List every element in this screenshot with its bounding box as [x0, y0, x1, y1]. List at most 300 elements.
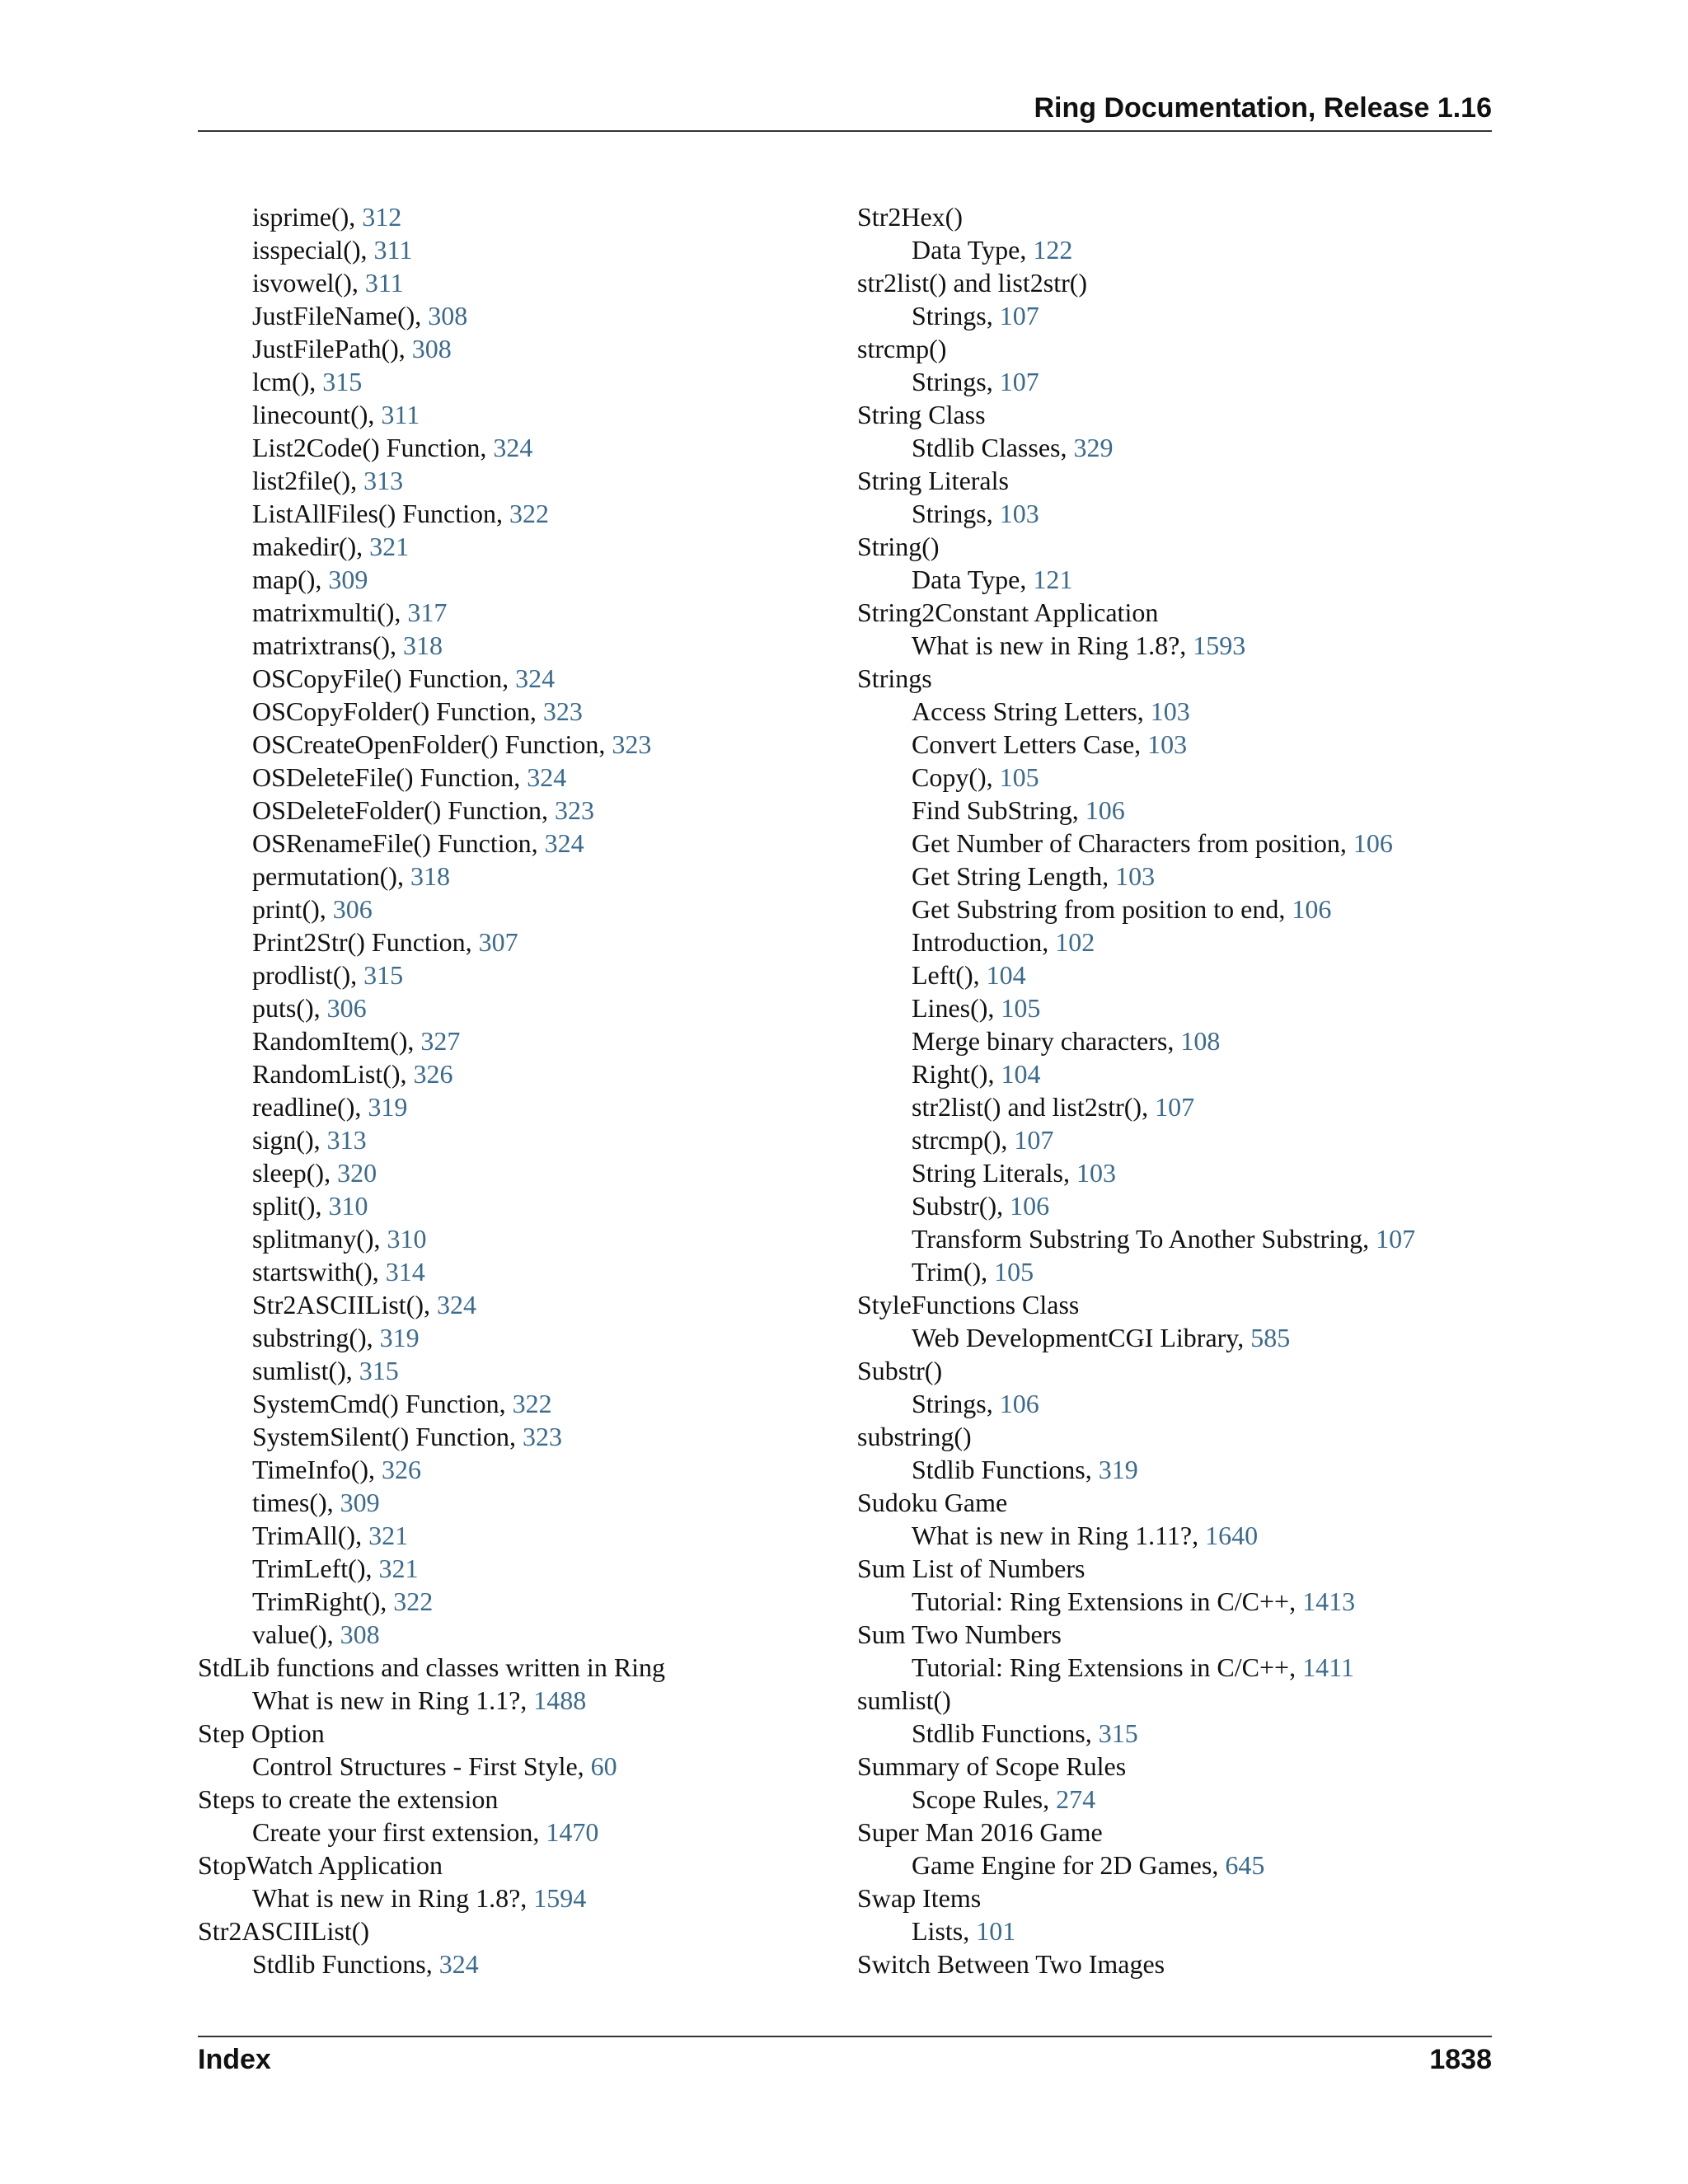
index-term: isspecial(), [252, 235, 374, 265]
page-link[interactable]: 105 [999, 762, 1039, 792]
page-link[interactable]: 1488 [533, 1685, 587, 1715]
index-entry [857, 1288, 1500, 1321]
index-entry [857, 1816, 1500, 1849]
index-subentry [198, 332, 841, 365]
page-link[interactable]: 327 [420, 1026, 461, 1056]
index-term: String() [857, 532, 940, 561]
page-link[interactable]: 318 [403, 630, 443, 660]
index-subentry [857, 1222, 1500, 1255]
index-term: OSDeleteFile() Function, [252, 762, 528, 792]
page-link[interactable]: 108 [1180, 1026, 1221, 1056]
index-term: Strings, [912, 499, 1000, 528]
index-subentry [198, 299, 841, 332]
index-term: sumlist(), [252, 1356, 359, 1385]
index-term: str2list() and list2str() [857, 268, 1088, 298]
index-subentry [198, 365, 841, 398]
page-link[interactable]: 107 [1155, 1092, 1195, 1122]
page-link[interactable]: 274 [1056, 1784, 1096, 1814]
index-subentry [198, 1123, 841, 1156]
index-term: Data Type, [912, 565, 1034, 594]
index-term: Game Engine for 2D Games, [912, 1850, 1226, 1880]
page-link[interactable]: 311 [381, 400, 420, 429]
index-term: Stdlib Functions, [912, 1718, 1099, 1748]
index-term: Substr(), [912, 1191, 1010, 1221]
index-subentry [857, 497, 1500, 530]
page-link[interactable]: 106 [1010, 1191, 1050, 1221]
page-link[interactable]: 323 [555, 795, 595, 825]
index-entry [198, 1849, 841, 1882]
index-term: Str2ASCIIList(), [252, 1290, 437, 1319]
index-subentry [198, 1057, 841, 1090]
index-term: strcmp(), [912, 1125, 1015, 1155]
index-entry [857, 1420, 1500, 1453]
index-subentry [198, 596, 841, 629]
index-term: StyleFunctions Class [857, 1290, 1080, 1319]
index-term: StdLib functions and classes written in Ring [198, 1652, 666, 1682]
page-link[interactable]: 106 [1085, 795, 1125, 825]
page-link[interactable]: 315 [1098, 1718, 1138, 1748]
index-term: RandomItem(), [252, 1026, 421, 1056]
index-term: linecount(), [252, 400, 382, 429]
index-entry [857, 1750, 1500, 1783]
index-entry [857, 1354, 1500, 1387]
index-subentry [198, 827, 841, 860]
index-term: Substr() [857, 1356, 943, 1385]
index-subentry [198, 530, 841, 563]
index-subentry [857, 1057, 1500, 1090]
index-subentry [857, 958, 1500, 991]
page-link[interactable]: 103 [1115, 861, 1156, 891]
page-link[interactable]: 326 [382, 1455, 422, 1484]
index-subentry [198, 1684, 841, 1717]
page-link[interactable]: 1640 [1205, 1521, 1259, 1550]
index-subentry [857, 1255, 1500, 1288]
index-subentry [198, 1947, 841, 1980]
page-link[interactable]: 326 [413, 1059, 453, 1089]
index-term: Print2Str() Function, [252, 927, 479, 957]
page-link[interactable]: 324 [527, 762, 567, 792]
index-term: Step Option [198, 1718, 325, 1748]
index-subentry [198, 1024, 841, 1057]
page-link[interactable]: 60 [590, 1751, 617, 1781]
page-link[interactable]: 1470 [546, 1817, 599, 1847]
footer-page-number: 1838 [1429, 2044, 1492, 2075]
page-link[interactable]: 321 [369, 532, 410, 561]
index-subentry [198, 200, 841, 233]
page-link[interactable]: 324 [437, 1290, 476, 1319]
page-link[interactable]: 306 [332, 894, 373, 924]
index-entry [857, 530, 1500, 563]
index-term: isprime(), [252, 202, 363, 232]
index-term: SystemCmd() Function, [252, 1389, 513, 1418]
index-subentry [857, 761, 1500, 794]
index-subentry [857, 233, 1500, 266]
index-subentry [857, 794, 1500, 827]
index-subentry [198, 1255, 841, 1288]
index-term: String Literals [857, 466, 1009, 495]
page-link[interactable]: 315 [322, 367, 363, 396]
page-link[interactable]: 122 [1033, 235, 1073, 265]
index-term: Web DevelopmentCGI Library, [912, 1323, 1251, 1352]
index-subentry [198, 1453, 841, 1486]
index-subentry [198, 1090, 841, 1123]
index-term: TrimAll(), [252, 1521, 369, 1550]
index-term: Data Type, [912, 235, 1034, 265]
page-link[interactable]: 103 [1150, 696, 1190, 726]
index-subentry [857, 728, 1500, 761]
page-link[interactable]: 103 [999, 499, 1039, 528]
page-link[interactable]: 319 [1098, 1455, 1138, 1484]
index-term: JustFilePath(), [252, 334, 412, 363]
index-term: List2Code() Function, [252, 433, 494, 462]
footer-divider [198, 2036, 1492, 2037]
index-term: sumlist() [857, 1685, 951, 1715]
index-term: Str2Hex() [857, 202, 963, 232]
index-term: OSCreateOpenFolder() Function, [252, 729, 612, 759]
index-term: Convert Letters Case, [912, 729, 1148, 759]
index-entry [198, 1717, 841, 1750]
index-subentry [198, 728, 841, 761]
index-term: value(), [252, 1619, 340, 1649]
page-link[interactable]: 306 [326, 993, 367, 1023]
page-link[interactable]: 329 [1073, 433, 1114, 462]
index-subentry [857, 926, 1500, 958]
page-link[interactable]: 313 [363, 466, 404, 495]
index-entry [857, 1486, 1500, 1519]
index-term: Super Man 2016 Game [857, 1817, 1103, 1847]
index-subentry [198, 1816, 841, 1849]
index-term: OSRenameFile() Function, [252, 828, 545, 858]
footer-section-label: Index [198, 2044, 271, 2075]
index-subentry [857, 860, 1500, 893]
page-link[interactable]: 310 [328, 1191, 368, 1221]
index-term: RandomList(), [252, 1059, 414, 1089]
index-subentry [857, 1717, 1500, 1750]
index-subentry [198, 794, 841, 827]
index-term: Strings, [912, 367, 1000, 396]
index-subentry [198, 266, 841, 299]
page-link[interactable]: 320 [337, 1158, 377, 1188]
page-link[interactable]: 101 [976, 1916, 1016, 1946]
page-link[interactable]: 121 [1033, 565, 1073, 594]
index-subentry [198, 1882, 841, 1915]
index-subentry [857, 1123, 1500, 1156]
page-link[interactable]: 107 [999, 367, 1039, 396]
index-subentry [857, 1090, 1500, 1123]
index-term: substring() [857, 1422, 972, 1451]
index-subentry [857, 695, 1500, 728]
page-link[interactable]: 317 [407, 598, 448, 627]
index-term: Str2ASCIIList() [198, 1916, 369, 1946]
index-term: OSCopyFile() Function, [252, 663, 516, 693]
page-link[interactable]: 103 [1147, 729, 1188, 759]
page-link[interactable]: 308 [340, 1619, 380, 1649]
index-term: Scope Rules, [912, 1784, 1057, 1814]
page-link[interactable]: 324 [438, 1949, 479, 1979]
index-term: Tutorial: Ring Extensions in C/C++, [912, 1586, 1303, 1616]
index-subentry [857, 1585, 1500, 1618]
index-term: String2Constant Application [857, 598, 1159, 627]
page-link[interactable]: 1411 [1302, 1652, 1354, 1682]
index-term: ListAllFiles() Function, [252, 499, 509, 528]
index-subentry [198, 1519, 841, 1552]
index-term: Switch Between Two Images [857, 1949, 1165, 1979]
page-link[interactable]: 321 [378, 1554, 419, 1583]
index-subentry [857, 1387, 1500, 1420]
index-term: Sum Two Numbers [857, 1619, 1062, 1649]
index-column-right [857, 200, 1500, 1980]
page-link[interactable]: 312 [362, 202, 402, 232]
page-link[interactable]: 1413 [1302, 1586, 1356, 1616]
index-term: Swap Items [857, 1883, 982, 1913]
index-entry [857, 398, 1500, 431]
index-entry [198, 1915, 841, 1947]
page-link[interactable]: 322 [509, 499, 549, 528]
index-subentry [198, 1321, 841, 1354]
index-entry [857, 596, 1500, 629]
index-term: permutation(), [252, 861, 410, 891]
page-link[interactable]: 311 [364, 268, 404, 298]
page-link[interactable]: 106 [999, 1389, 1039, 1418]
index-subentry [198, 464, 841, 497]
page-link[interactable]: 1594 [533, 1883, 587, 1913]
page-link[interactable]: 324 [544, 828, 584, 858]
page-link[interactable]: 107 [999, 301, 1039, 330]
index-term: matrixmulti(), [252, 598, 408, 627]
index-term: map(), [252, 565, 329, 594]
index-term: Lists, [912, 1916, 977, 1946]
index-subentry [857, 431, 1500, 464]
index-subentry [198, 662, 841, 695]
index-term: list2file(), [252, 466, 364, 495]
index-subentry [198, 1486, 841, 1519]
index-subentry [857, 991, 1500, 1024]
index-term: str2list() and list2str(), [912, 1092, 1156, 1122]
index-subentry [857, 629, 1500, 662]
index-term: Stdlib Functions, [252, 1949, 439, 1979]
index-term: sign(), [252, 1125, 327, 1155]
index-subentry [198, 958, 841, 991]
index-term: Control Structures - First Style, [252, 1751, 591, 1781]
index-term: substring(), [252, 1323, 380, 1352]
index-term: Strings, [912, 1389, 1000, 1418]
page-link[interactable]: 106 [1353, 828, 1393, 858]
page-link[interactable]: 107 [1014, 1125, 1054, 1155]
index-term: Get Substring from position to end, [912, 894, 1292, 924]
index-subentry [857, 299, 1500, 332]
index-term: Find SubString, [912, 795, 1085, 825]
index-subentry [198, 1618, 841, 1651]
index-subentry [198, 1387, 841, 1420]
index-term: Merge binary characters, [912, 1026, 1181, 1056]
index-subentry [198, 629, 841, 662]
index-term: splitmany(), [252, 1224, 387, 1254]
index-term: OSCopyFolder() Function, [252, 696, 543, 726]
index-subentry [857, 1651, 1500, 1684]
index-term: Lines(), [912, 993, 1001, 1023]
index-entry [857, 266, 1500, 299]
index-term: Strings [857, 663, 932, 693]
index-entry [857, 332, 1500, 365]
index-subentry [198, 398, 841, 431]
index-term: TimeInfo(), [252, 1455, 382, 1484]
index-subentry [857, 1519, 1500, 1552]
index-term: Copy(), [912, 762, 1000, 792]
page-link[interactable]: 309 [340, 1488, 380, 1517]
index-subentry [198, 1189, 841, 1222]
index-subentry [198, 695, 841, 728]
index-term: What is new in Ring 1.8?, [252, 1883, 534, 1913]
page-link[interactable]: 105 [1001, 993, 1041, 1023]
index-term: JustFileName(), [252, 301, 429, 330]
page-link[interactable]: 104 [986, 960, 1026, 990]
index-entry [857, 1552, 1500, 1585]
index-term: TrimRight(), [252, 1586, 394, 1616]
index-subentry [857, 563, 1500, 596]
index-entry [857, 200, 1500, 233]
index-subentry [198, 431, 841, 464]
index-term: Get Number of Characters from position, [912, 828, 1353, 858]
page-link[interactable]: 310 [387, 1224, 427, 1254]
page-link[interactable]: 107 [1376, 1224, 1416, 1254]
index-entry [198, 1783, 841, 1816]
index-subentry [857, 1453, 1500, 1486]
index-entry [198, 1651, 841, 1684]
page-link[interactable]: 1593 [1193, 630, 1246, 660]
page-link[interactable]: 106 [1292, 894, 1332, 924]
page-link[interactable]: 321 [368, 1521, 409, 1550]
index-term: SystemSilent() Function, [252, 1422, 523, 1451]
page-link[interactable]: 324 [493, 433, 533, 462]
index-subentry [198, 1288, 841, 1321]
index-subentry [857, 893, 1500, 926]
index-subentry [198, 1585, 841, 1618]
index-subentry [857, 365, 1500, 398]
index-term: sleep(), [252, 1158, 338, 1188]
index-term: TrimLeft(), [252, 1554, 379, 1583]
index-entry [857, 1618, 1500, 1651]
index-subentry [198, 761, 841, 794]
index-subentry [198, 1354, 841, 1387]
header-divider [198, 130, 1492, 132]
index-term: print(), [252, 894, 333, 924]
index-subentry [198, 1552, 841, 1585]
index-term: What is new in Ring 1.8?, [912, 630, 1193, 660]
index-entry [857, 1882, 1500, 1915]
index-term: puts(), [252, 993, 327, 1023]
index-term: isvowel(), [252, 268, 365, 298]
index-entry [857, 464, 1500, 497]
page-link[interactable]: 323 [542, 696, 583, 726]
index-column-left [198, 200, 841, 1980]
index-term: Get String Length, [912, 861, 1116, 891]
index-term: Trim(), [912, 1257, 995, 1286]
page-link[interactable]: 322 [512, 1389, 552, 1418]
index-subentry [198, 563, 841, 596]
page-link[interactable]: 314 [385, 1257, 425, 1286]
page-header-title: Ring Documentation, Release 1.16 [1034, 92, 1492, 124]
page-link[interactable]: 585 [1250, 1323, 1291, 1352]
index-term: What is new in Ring 1.11?, [912, 1521, 1206, 1550]
page-link[interactable]: 307 [478, 927, 518, 957]
index-term: What is new in Ring 1.1?, [252, 1685, 534, 1715]
index-term: times(), [252, 1488, 340, 1517]
page-link[interactable]: 319 [368, 1092, 408, 1122]
index-subentry [198, 1420, 841, 1453]
index-subentry [198, 1156, 841, 1189]
index-term: Left(), [912, 960, 987, 990]
index-entry [857, 1947, 1500, 1980]
index-term: strcmp() [857, 334, 947, 363]
page-link[interactable]: 102 [1055, 927, 1095, 957]
index-term: Right(), [912, 1059, 1001, 1089]
index-term: Stdlib Classes, [912, 433, 1074, 462]
page-link[interactable]: 645 [1225, 1850, 1265, 1880]
page-link[interactable]: 318 [410, 861, 450, 891]
index-subentry [857, 1189, 1500, 1222]
index-term: makedir(), [252, 532, 370, 561]
page-link[interactable]: 313 [326, 1125, 367, 1155]
page-link[interactable]: 103 [1076, 1158, 1116, 1188]
page-link[interactable]: 308 [428, 301, 468, 330]
index-term: Tutorial: Ring Extensions in C/C++, [912, 1652, 1303, 1682]
page-link[interactable]: 323 [612, 729, 652, 759]
page-link[interactable]: 308 [411, 334, 452, 363]
index-term: startswith(), [252, 1257, 386, 1286]
index-term: String Class [857, 400, 986, 429]
index-subentry [857, 1915, 1500, 1947]
index-term: split(), [252, 1191, 329, 1221]
page-link[interactable]: 323 [523, 1422, 562, 1451]
index-entry [857, 1684, 1500, 1717]
page-link[interactable]: 311 [373, 235, 413, 265]
index-subentry [198, 497, 841, 530]
index-subentry [857, 1849, 1500, 1882]
page-link[interactable]: 309 [328, 565, 368, 594]
index-subentry [198, 893, 841, 926]
index-term: Strings, [912, 301, 1000, 330]
page-link[interactable]: 322 [393, 1586, 434, 1616]
page-link[interactable]: 319 [379, 1323, 420, 1352]
page-link[interactable]: 105 [994, 1257, 1034, 1286]
index-subentry [857, 1783, 1500, 1816]
index-term: prodlist(), [252, 960, 364, 990]
index-term: String Literals, [912, 1158, 1076, 1188]
index-subentry [198, 991, 841, 1024]
page-link[interactable]: 315 [363, 960, 404, 990]
page-link[interactable]: 104 [1001, 1059, 1041, 1089]
page-link[interactable]: 324 [515, 663, 556, 693]
index-term: Create your first extension, [252, 1817, 546, 1847]
index-term: Sum List of Numbers [857, 1554, 1085, 1583]
page-link[interactable]: 315 [359, 1356, 399, 1385]
index-subentry [198, 233, 841, 266]
index-subentry [198, 1222, 841, 1255]
index-subentry [857, 827, 1500, 860]
index-term: OSDeleteFolder() Function, [252, 795, 556, 825]
index-entry [857, 662, 1500, 695]
index-term: Introduction, [912, 927, 1056, 957]
index-subentry [198, 860, 841, 893]
index-subentry [857, 1321, 1500, 1354]
index-subentry [198, 1750, 841, 1783]
index-term: Transform Substring To Another Substring, [912, 1224, 1376, 1254]
index-subentry [857, 1156, 1500, 1189]
index-term: Steps to create the extension [198, 1784, 499, 1814]
index-subentry [857, 1024, 1500, 1057]
index-term: StopWatch Application [198, 1850, 443, 1880]
index-term: Sudoku Game [857, 1488, 1008, 1517]
